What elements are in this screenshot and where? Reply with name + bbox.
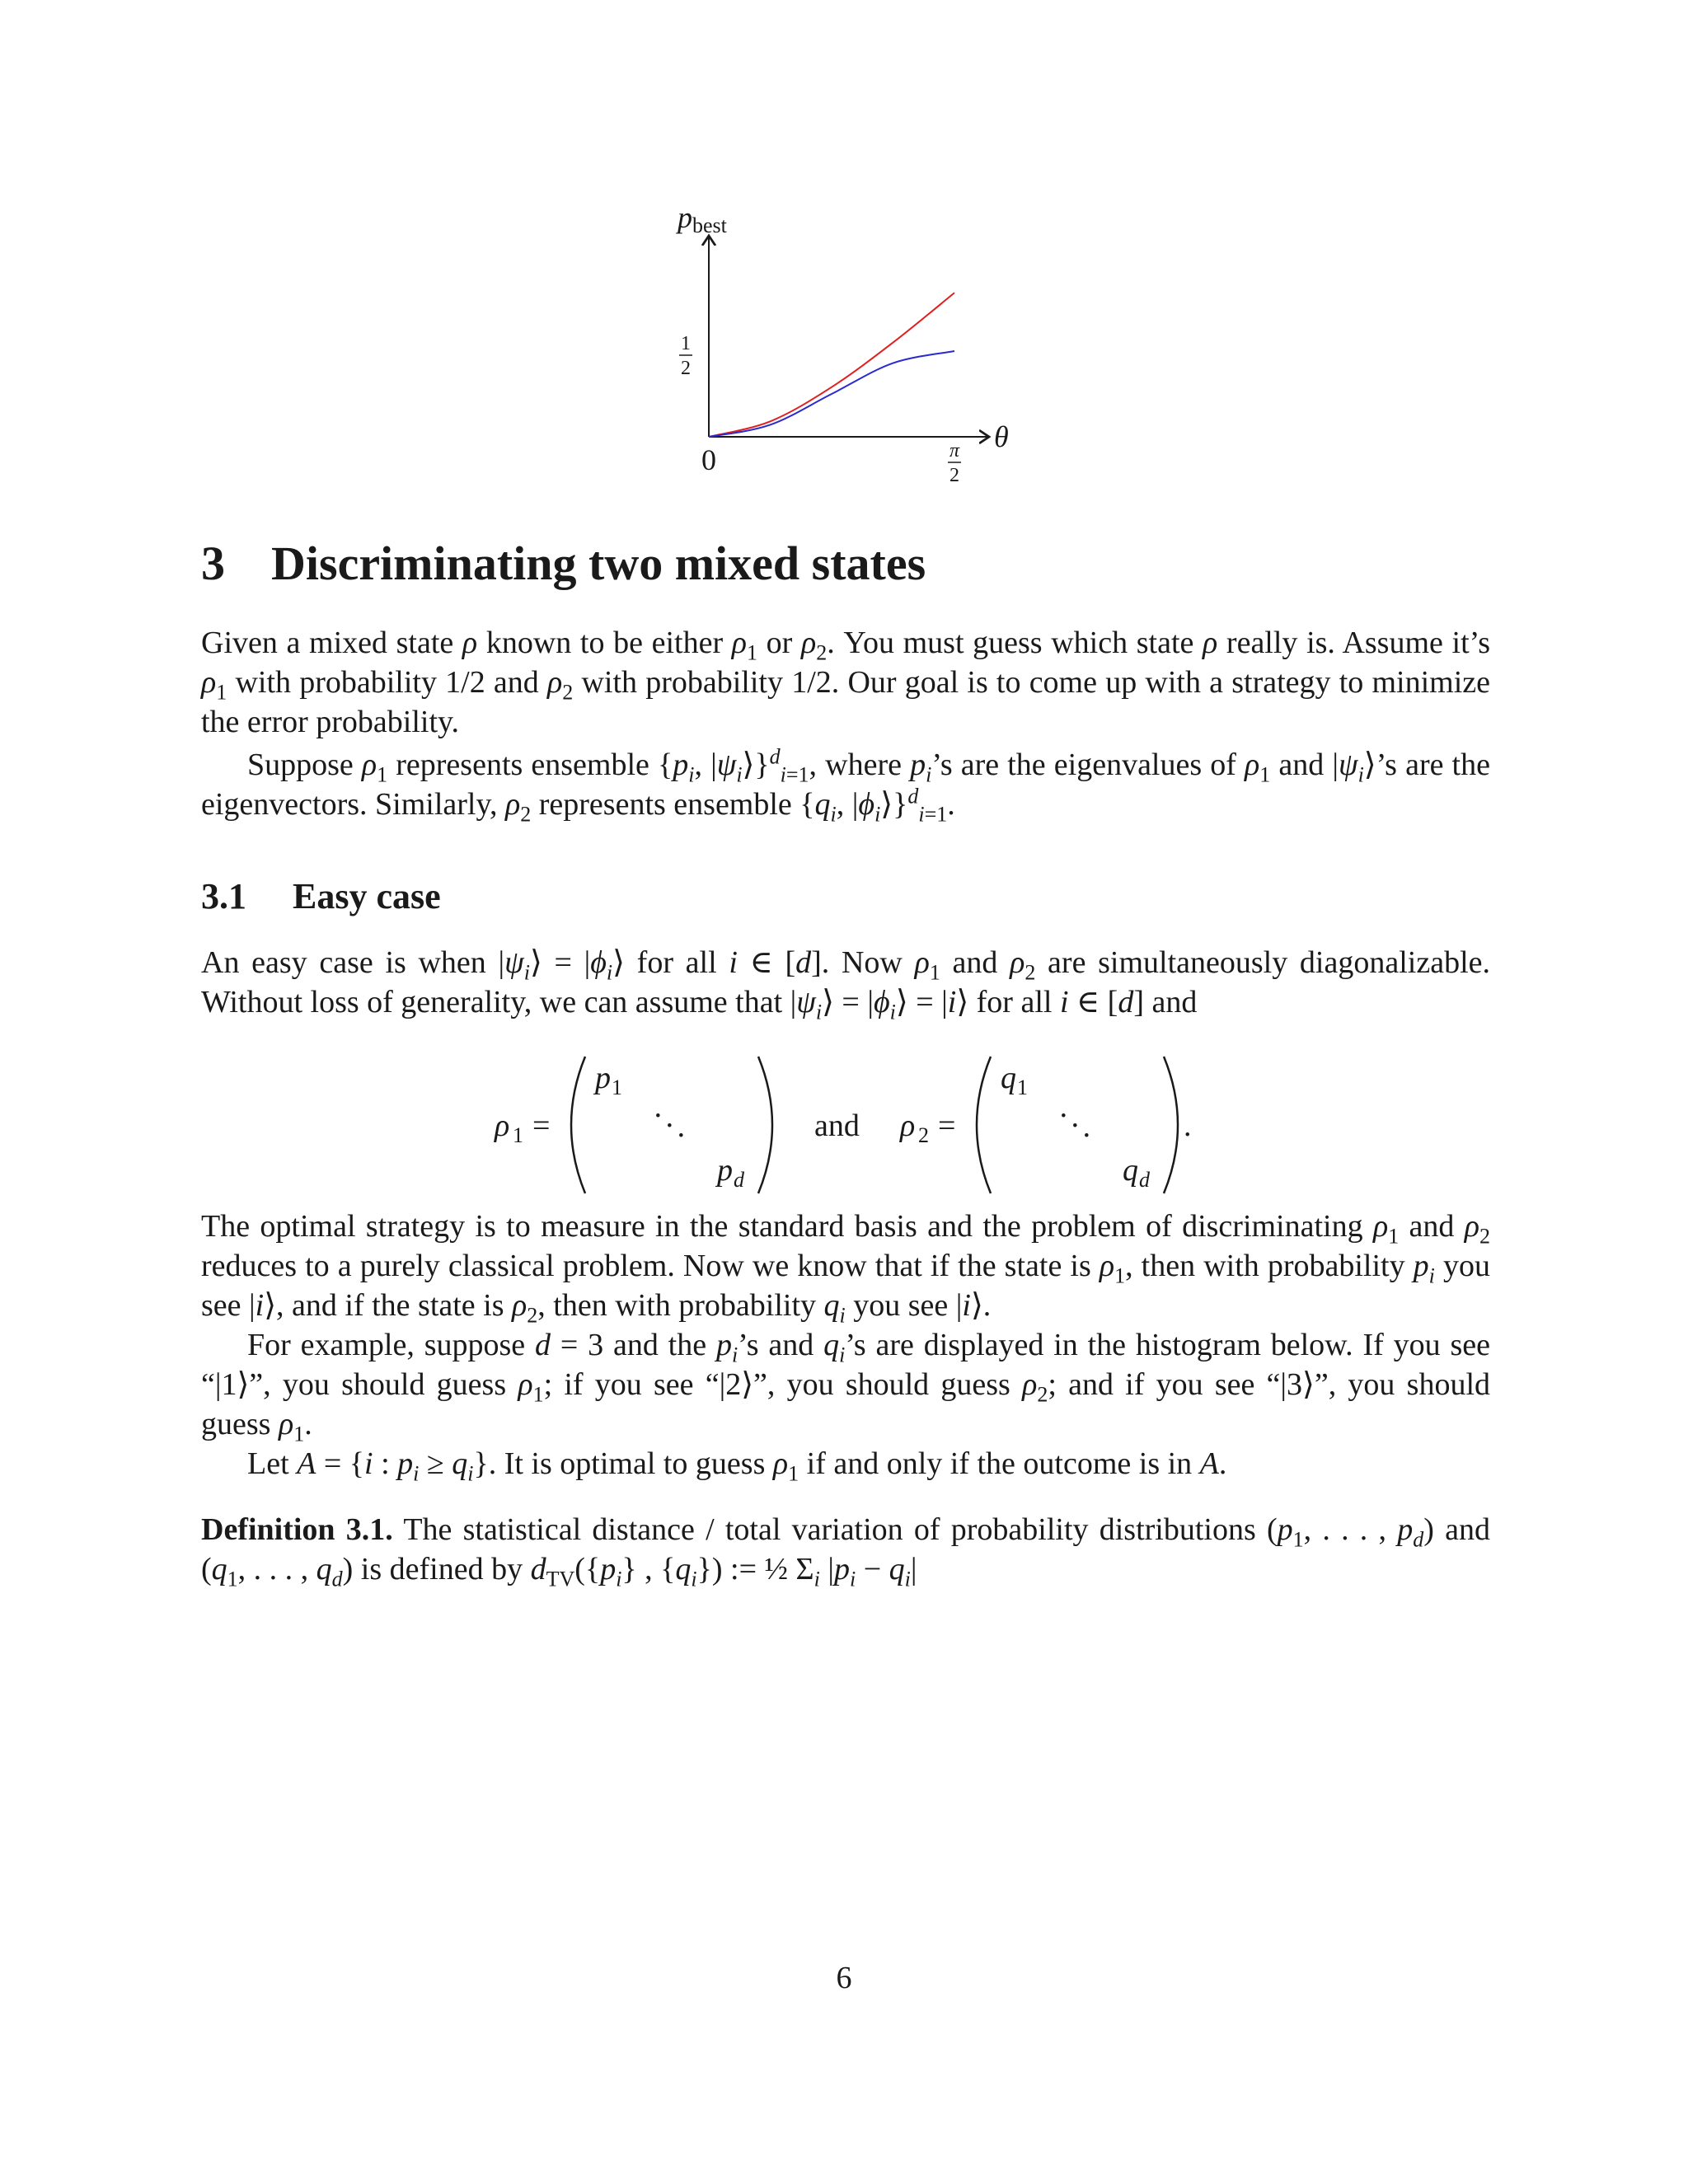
paragraph-ensembles: Suppose $\rho_1$ represents ensemble {$p_i$, $|\psi_i⟩\}^d_{i=1}$, where $p_i’s$ are the eigenvalues of $\rho_1$ and $|\psi_i⟩’s$ are the eigenvectors. Similarly, $\rho_2$ represents ensemble {$q_i$, $|\phi_i⟩\}^d_{i=1}$. — [201, 744, 1490, 827]
svg-text:·: · — [653, 1099, 663, 1133]
svg-text:ρ: ρ — [495, 1108, 510, 1143]
subsection-title: Easy case — [293, 876, 441, 916]
section-title: Discriminating two mixed states — [271, 537, 926, 590]
svg-text:ρ: ρ — [900, 1108, 916, 1143]
y-tick-half-num: 1 — [681, 333, 691, 354]
subsection-number: 3.1 — [201, 876, 246, 916]
matrix-equation — [478, 1047, 1220, 1203]
svg-text:d: d — [734, 1168, 744, 1192]
x-axis-label: θ — [994, 420, 1009, 453]
y-axis-label: pbest — [678, 201, 727, 237]
svg-text:p: p — [595, 1061, 611, 1095]
plot-figure — [643, 198, 1022, 494]
svg-text:2: 2 — [918, 1123, 929, 1147]
svg-text:=: = — [532, 1108, 551, 1143]
x-tick-pi-num: π — [949, 440, 960, 462]
paragraph-example: For example, suppose d = 3 and the $p_i’s$ and $q_i’s$ are displayed in the histogram below. If you see “|1⟩”, you should guess $\rho_1$; if you see “|2⟩”, you should guess $\rho_2$; and if you see “|3⟩”, you should guess $\rho_1$. — [201, 1328, 1490, 1446]
y-tick-half-den: 2 — [681, 358, 691, 379]
y-axis-label-sub: best — [692, 213, 727, 237]
svg-text:p: p — [717, 1153, 733, 1188]
definition-label: Definition 3.1. — [201, 1512, 393, 1547]
paragraph-intro: Given a mixed state ρ known to be either $\rho_1$ or $\rho_2$. You must guess which state ρ really is. Assume it’s $\rho_1$ with probability 1/2 and $\rho_2$ with probability 1/2. Our goal is to come up with a strategy to minimize the error probability. — [201, 626, 1491, 739]
svg-text:1: 1 — [612, 1076, 622, 1099]
svg-text:·: · — [1058, 1099, 1069, 1133]
svg-text:q: q — [1001, 1061, 1016, 1095]
svg-text:d: d — [1139, 1168, 1150, 1192]
svg-text:and: and — [814, 1108, 860, 1143]
svg-text:=: = — [938, 1108, 956, 1143]
series-upper-curve — [709, 293, 954, 437]
svg-text:q: q — [1123, 1153, 1138, 1188]
svg-text:1: 1 — [1017, 1076, 1028, 1099]
series-lower-curve — [709, 351, 954, 437]
subsection-heading — [201, 875, 441, 917]
definition-3-1: Definition 3.1. The statistical distance / total variation of probability distributions ($p_1$, . . . , $p_d$) and ($q_1$, . . . , $q_d$) is defined by $d_{TV}(\{p_i\}$ , $\{q_i\}$) := ½ $\Sigma_i$ $|p_i - q_i|$ — [201, 1512, 1490, 1591]
svg-text:·: · — [1081, 1118, 1092, 1153]
svg-text:·: · — [664, 1108, 675, 1143]
x-tick-pi-den: 2 — [950, 465, 959, 486]
svg-text:·: · — [676, 1118, 687, 1153]
svg-text:.: . — [1184, 1108, 1192, 1143]
svg-text:·: · — [1070, 1108, 1081, 1143]
paragraph-easy-case: An easy case is when $|\psi_i⟩$ = $|\phi_i⟩$ for all i ∈ [d]. Now $\rho_1$ and $\rho_2$ are simultaneously diagonalizable. Without loss of generality, we can assume that $|\psi_i⟩$ = $|\phi_i⟩$ = |i⟩ for all i ∈ [d] and — [201, 945, 1490, 1024]
section-heading — [201, 536, 926, 591]
paragraph-set-a: Let A = {i : $p_i \ge q_i$}. It is optimal to guess $\rho_1$ if and only if the outcome is in A. — [247, 1446, 1227, 1486]
x-tick-zero: 0 — [701, 443, 716, 476]
svg-text:1: 1 — [513, 1123, 523, 1147]
paragraph-optimal-strategy: The optimal strategy is to measure in the standard basis and the problem of discriminating $\rho_1$ and $\rho_2$ reduces to a purely classical problem. Now we know that if the state is $\rho_1$, then with probability $p_i$ you see |i⟩, and if the state is $\rho_2$, then with probability $q_i$ you see |i⟩. — [201, 1209, 1490, 1328]
section-number: 3 — [201, 537, 225, 590]
page-number: 6 — [836, 1961, 852, 1995]
